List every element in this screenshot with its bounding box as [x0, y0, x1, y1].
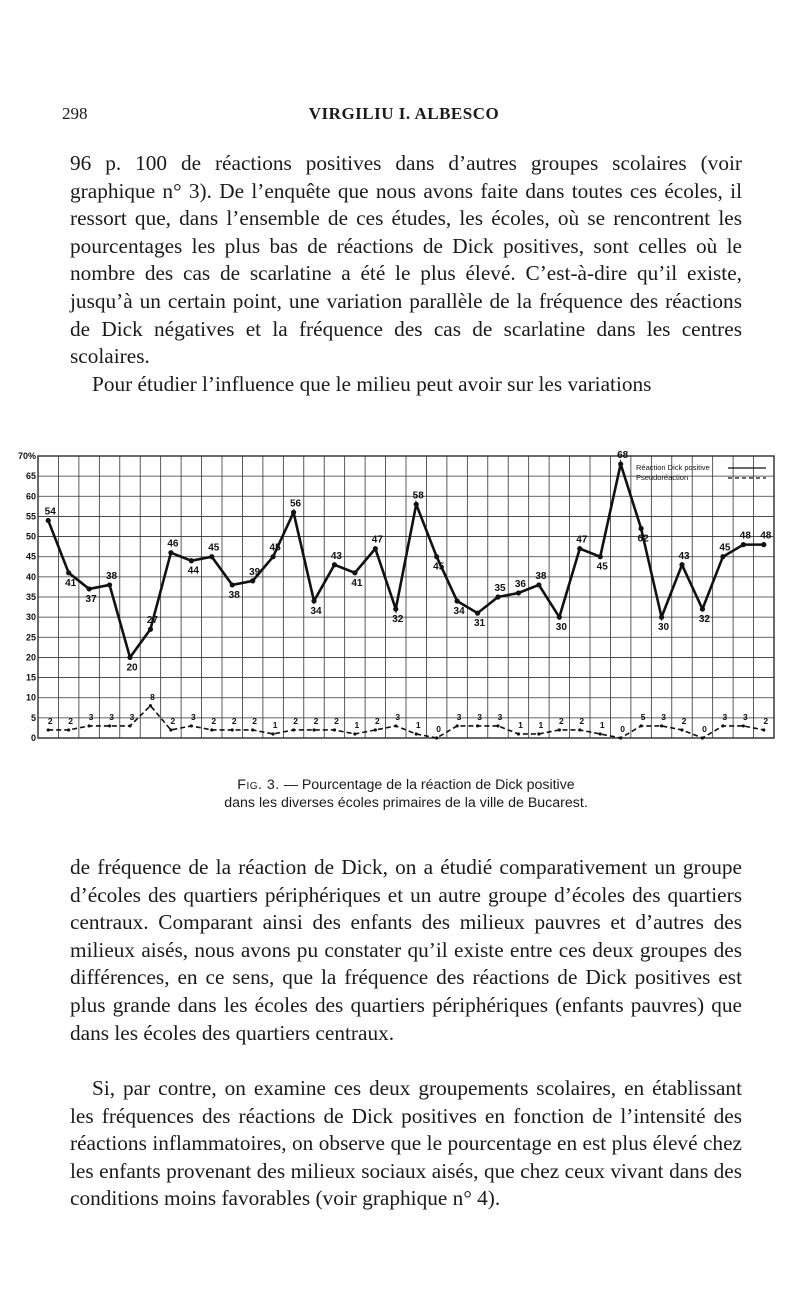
data-point-pseudoreaction — [292, 728, 295, 731]
data-point-dick-positive — [679, 562, 684, 567]
data-point-dick-positive — [46, 518, 51, 523]
data-label-pseudoreaction: 2 — [293, 715, 298, 726]
data-point-dick-positive — [168, 550, 173, 555]
data-label-dick-positive: 38 — [228, 589, 240, 601]
data-label-pseudoreaction: 3 — [129, 711, 135, 722]
data-label-dick-positive: 46 — [167, 538, 179, 550]
data-label-pseudoreaction: 2 — [558, 715, 564, 726]
data-label-dick-positive: 39 — [249, 566, 261, 578]
y-tick-label: 40 — [25, 571, 36, 582]
data-label-dick-positive: 43 — [330, 550, 343, 562]
data-label-dick-positive: 68 — [617, 450, 629, 462]
paragraph-2: Pour étudier l’influence que le milieu peut avoir sur les variations — [92, 372, 652, 396]
data-point-dick-positive — [393, 606, 398, 611]
data-point-pseudoreaction — [680, 728, 683, 731]
data-label-pseudoreaction: 2 — [231, 715, 237, 726]
data-point-pseudoreaction — [660, 724, 663, 727]
data-point-pseudoreaction — [333, 728, 336, 731]
data-label-dick-positive: 20 — [126, 662, 138, 674]
data-point-pseudoreaction — [537, 732, 540, 735]
data-point-pseudoreaction — [599, 732, 602, 735]
data-point-dick-positive — [209, 554, 214, 559]
data-point-dick-positive — [291, 510, 296, 515]
data-label-dick-positive: 41 — [351, 577, 363, 589]
data-label-pseudoreaction: 1 — [354, 719, 360, 730]
y-tick-label: 0 — [30, 733, 36, 743]
data-point-pseudoreaction — [619, 736, 622, 739]
data-label-pseudoreaction: 3 — [395, 711, 401, 722]
data-point-pseudoreaction — [374, 728, 377, 731]
data-label-dick-positive: 30 — [657, 622, 670, 634]
data-point-pseudoreaction — [578, 728, 581, 731]
data-label-pseudoreaction: 3 — [456, 711, 462, 722]
data-point-dick-positive — [639, 526, 644, 531]
data-point-pseudoreaction — [742, 724, 745, 727]
data-label-dick-positive: 32 — [698, 614, 711, 626]
data-point-dick-positive — [127, 655, 132, 660]
data-point-pseudoreaction — [312, 728, 315, 731]
data-point-dick-positive — [352, 570, 357, 575]
data-label-pseudoreaction: 1 — [518, 719, 523, 730]
data-point-dick-positive — [107, 582, 112, 587]
data-point-pseudoreaction — [169, 728, 172, 731]
y-tick-label: 25 — [25, 632, 36, 643]
data-label-dick-positive: 47 — [371, 534, 383, 546]
data-point-dick-positive — [271, 554, 276, 559]
data-point-dick-positive — [659, 615, 664, 620]
data-label-dick-positive: 34 — [310, 606, 322, 618]
y-tick-label: 45 — [25, 551, 36, 562]
data-point-pseudoreaction — [456, 724, 459, 727]
data-label-pseudoreaction: 3 — [190, 711, 196, 722]
data-label-dick-positive: 45 — [719, 542, 731, 554]
data-label-pseudoreaction: 2 — [47, 715, 53, 726]
data-label-pseudoreaction: 3 — [742, 711, 748, 722]
data-label-pseudoreaction: 8 — [150, 691, 155, 702]
data-label-dick-positive: 34 — [453, 606, 465, 618]
paragraph-4: Si, par contre, on examine ces deux groupements scolaires, en établissant les fréquences des réactions de Dick positives en fonction de l’intensité des réactions inflammatoires, on observe que le pourcentage en est plus élevé chez les enfants provenant des milieux sociaux aisés, que chez ceux vivant dans des conditions moins favorables (voir graphique n° 4). — [70, 1076, 742, 1211]
data-label-pseudoreaction: 1 — [415, 719, 421, 730]
data-label-pseudoreaction: 2 — [313, 715, 319, 726]
data-point-dick-positive — [741, 542, 746, 547]
data-point-pseudoreaction — [721, 724, 724, 727]
data-label-pseudoreaction: 0 — [702, 724, 707, 734]
y-tick-label: 30 — [25, 612, 36, 623]
data-label-pseudoreaction: 3 — [88, 711, 94, 722]
data-label-dick-positive: 44 — [187, 565, 199, 577]
data-point-pseudoreaction — [67, 728, 70, 731]
legend-entry-label: Réaction Dick positive — [636, 463, 710, 472]
data-label-pseudoreaction: 2 — [763, 715, 769, 726]
data-point-pseudoreaction — [558, 728, 561, 731]
y-tick-label: 55 — [25, 511, 36, 522]
data-label-dick-positive: 45 — [596, 561, 608, 573]
running-title: VIRGILIU I. ALBESCO — [308, 104, 500, 123]
data-label-pseudoreaction: 2 — [334, 715, 339, 726]
data-point-pseudoreaction — [415, 732, 418, 735]
data-point-dick-positive — [66, 570, 71, 575]
data-label-dick-positive: 38 — [105, 570, 118, 582]
data-label-dick-positive: 58 — [412, 490, 424, 502]
data-point-pseudoreaction — [210, 728, 213, 731]
data-point-pseudoreaction — [762, 728, 765, 731]
line-chart — [17, 440, 778, 760]
data-point-dick-positive — [311, 598, 316, 603]
data-point-dick-positive — [557, 615, 562, 620]
data-label-dick-positive: 45 — [208, 542, 220, 554]
data-label-pseudoreaction: 1 — [599, 719, 605, 730]
data-point-dick-positive — [516, 590, 521, 595]
data-point-dick-positive — [618, 461, 623, 466]
data-label-pseudoreaction: 2 — [211, 715, 217, 726]
data-point-pseudoreaction — [88, 724, 91, 727]
paragraph-1: 96 p. 100 de réactions positives dans d’autres groupes scolaires (voir graphique n° 3). De l’enquête que nous avons faite dans toutes ces écoles, il ressort que, dans l’ensemble de ces études, les écoles, où se rencontrent les pourcentages les plus bas de réactions de Dick positives, sont celles où le nombre des cas de scarlatine a été le plus élevé. C’est-à-dire qu’il existe, jusqu’à un certain point, une variation parallèle de la fréquence des réactions de Dick négatives et la fréquence des cas de scarlatine dans les centres scolaires. — [70, 151, 742, 369]
data-label-dick-positive: 30 — [555, 622, 567, 634]
data-point-pseudoreaction — [251, 728, 254, 731]
y-tick-label: 60 — [25, 491, 36, 502]
data-point-dick-positive — [598, 554, 603, 559]
data-label-pseudoreaction: 3 — [722, 711, 728, 722]
data-point-pseudoreaction — [190, 724, 193, 727]
caption-line-1: — Pourcentage de la réaction de Dick positive — [279, 777, 575, 793]
data-point-dick-positive — [700, 606, 705, 611]
data-point-pseudoreaction — [108, 724, 111, 727]
data-point-pseudoreaction — [435, 736, 438, 739]
data-label-dick-positive: 43 — [678, 550, 690, 562]
data-label-pseudoreaction: 2 — [252, 715, 258, 726]
figure-3 — [17, 440, 778, 760]
y-tick-label: 50 — [25, 531, 36, 542]
data-label-dick-positive: 41 — [65, 577, 77, 589]
data-point-dick-positive — [189, 558, 194, 563]
data-label-pseudoreaction: 1 — [538, 719, 544, 730]
y-tick-label: 65 — [25, 471, 36, 482]
data-label-dick-positive: 32 — [392, 614, 404, 626]
data-point-pseudoreaction — [496, 724, 499, 727]
data-label-pseudoreaction: 2 — [170, 715, 176, 726]
y-tick-label: 5 — [30, 712, 36, 723]
data-label-pseudoreaction: 3 — [497, 711, 503, 722]
y-tick-label: 70% — [17, 451, 36, 461]
data-label-pseudoreaction: 2 — [374, 715, 380, 726]
data-label-dick-positive: 54 — [44, 506, 56, 518]
data-label-dick-positive: 35 — [494, 583, 506, 594]
data-label-dick-positive: 45 — [269, 542, 281, 554]
page-number: 298 — [62, 104, 88, 123]
data-point-pseudoreaction — [149, 704, 152, 707]
caption-line-2: dans les diverses écoles primaires de la ville de Bucarest. — [224, 795, 588, 811]
data-point-pseudoreaction — [272, 732, 275, 735]
data-label-dick-positive: 27 — [146, 615, 159, 627]
data-label-dick-positive: 48 — [739, 530, 751, 542]
data-point-pseudoreaction — [701, 736, 704, 739]
y-tick-label: 10 — [25, 692, 36, 703]
figure-caption — [60, 776, 752, 812]
legend-entry-label: Pseudoréaction — [636, 473, 689, 482]
data-label-dick-positive: 37 — [85, 593, 97, 605]
data-point-pseudoreaction — [394, 724, 397, 727]
y-tick-label: 15 — [25, 672, 36, 683]
paragraph-3: de fréquence de la réaction de Dick, on a étudié comparativement un groupe d’écoles des quartiers périphériques et un autre groupe d’écoles des quartiers centraux. Comparant ainsi des enfants des milieux pauvres et d’autres des milieux aisés, nous avons pu constater qu’il existe entre ces deux groupes des différences, en ce sens, que la fréquence des réactions de Dick positives est plus grande dans les écoles des quartiers périphériques (enfants pauvres) que dans les écoles des quartiers centraux. — [70, 855, 742, 1045]
data-point-dick-positive — [761, 542, 766, 547]
data-label-pseudoreaction: 5 — [640, 711, 646, 722]
data-label-pseudoreaction: 0 — [436, 724, 442, 734]
data-point-pseudoreaction — [517, 732, 520, 735]
data-label-pseudoreaction: 2 — [68, 715, 74, 726]
data-label-pseudoreaction: 3 — [477, 711, 482, 722]
data-point-dick-positive — [434, 554, 439, 559]
data-point-pseudoreaction — [353, 732, 356, 735]
data-label-dick-positive: 38 — [535, 570, 547, 582]
data-point-dick-positive — [332, 562, 337, 567]
data-point-dick-positive — [536, 582, 541, 587]
data-point-dick-positive — [230, 582, 235, 587]
data-label-pseudoreaction: 1 — [272, 719, 278, 730]
data-point-dick-positive — [495, 594, 500, 599]
data-label-pseudoreaction: 0 — [620, 724, 626, 734]
data-point-pseudoreaction — [640, 724, 643, 727]
y-tick-label: 35 — [25, 592, 36, 602]
data-point-dick-positive — [455, 598, 460, 603]
data-point-pseudoreaction — [128, 724, 131, 727]
data-point-pseudoreaction — [47, 728, 50, 731]
data-point-pseudoreaction — [476, 724, 479, 727]
y-tick-label: 20 — [25, 652, 36, 663]
data-point-dick-positive — [250, 578, 255, 583]
data-label-pseudoreaction: 3 — [661, 711, 666, 722]
data-label-dick-positive: 47 — [576, 534, 588, 546]
data-label-pseudoreaction: 2 — [579, 715, 585, 726]
data-label-pseudoreaction: 3 — [109, 711, 114, 722]
data-label-dick-positive: 31 — [473, 618, 486, 630]
data-point-dick-positive — [414, 502, 419, 507]
data-point-dick-positive — [577, 546, 582, 551]
figure-label: Fig. 3. — [237, 777, 280, 793]
data-label-dick-positive: 56 — [289, 498, 302, 510]
data-label-dick-positive: 62 — [637, 533, 649, 545]
data-point-pseudoreaction — [231, 728, 234, 731]
data-label-dick-positive: 45 — [433, 561, 445, 573]
data-point-dick-positive — [475, 611, 480, 616]
data-point-dick-positive — [148, 627, 153, 632]
data-point-dick-positive — [87, 586, 92, 591]
page-header — [62, 104, 746, 132]
data-label-dick-positive: 36 — [514, 578, 527, 590]
data-point-dick-positive — [373, 546, 378, 551]
data-point-dick-positive — [720, 554, 725, 559]
data-label-dick-positive: 48 — [760, 530, 772, 542]
data-label-pseudoreaction: 2 — [681, 715, 687, 726]
